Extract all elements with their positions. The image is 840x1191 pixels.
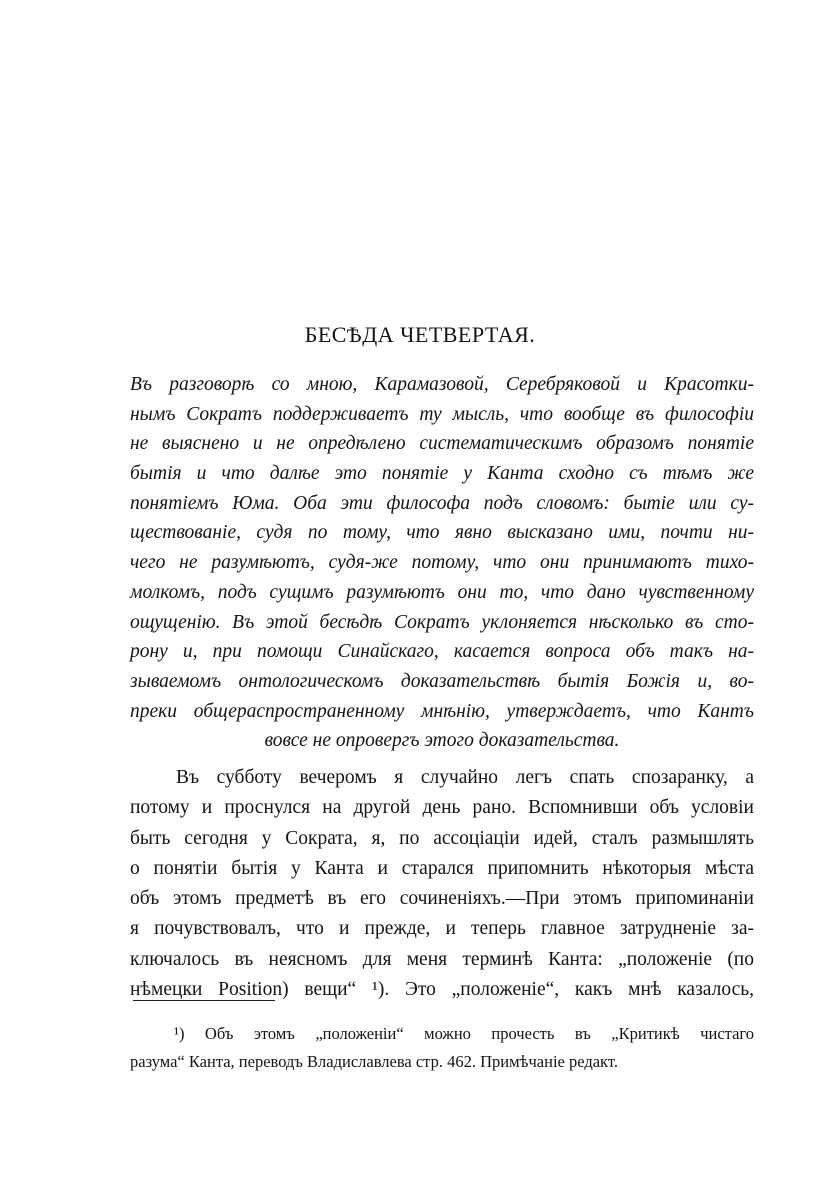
summary-line: нымъ Сократъ поддерживаетъ ту мысль, что вообще въ философіи [130,403,754,425]
footnote-line: разума“ Канта, переводъ Владиславлева стр. 462. Примѣчаніе редакт. [130,1052,618,1071]
summary-line: зываемомъ онтологическомъ доказательствѣ бытія Божія и, во- [130,670,754,692]
summary-line: бытія и что далѣе это понятіе у Канта сходно съ тѣмъ же [130,463,754,485]
summary-line: ощущенію. Въ этой бесѣдѣ Сократъ уклоняется нѣсколько въ сто- [130,611,754,633]
summary-line: ществованіе, судя по тому, что явно высказано ими, почти ни- [130,522,754,544]
summary-line: преки общераспространенному мнѣнію, утверждаетъ, что Кантъ [130,700,754,722]
summary-line: рону и, при помощи Синайскаго, касается вопроса объ такъ на- [130,641,754,663]
body-paragraph [130,763,754,1005]
body-line: Въ субботу вечеромъ я случайно легъ спать спозаранку, а [176,767,754,788]
body-line: я почувствовалъ, что и прежде, и теперь главное затрудненіе за- [130,918,754,940]
body-line: о понятіи бытія у Канта и старался припомнить нѣкоторыя мѣста [130,857,754,879]
summary-line: понятіемъ Юма. Оба эти философа подъ словомъ: бытіе или су- [130,492,754,514]
body-line: нѣмецки Position) вещи“ ¹). Это „положеніе“, какъ мнѣ казалось, [130,979,754,1001]
body-line: быть сегодня у Сократа, я, по ассоціаціи идей, сталъ размышлять [130,827,754,849]
body-line: потому и проснулся на другой день рано. Вспомнивши объ условіи [130,797,754,819]
footnote-line: ¹) Объ этомъ „положеніи“ можно прочесть въ „Критикѣ чистаго [174,1024,754,1043]
summary-line: Въ разговорѣ со мною, Карамазовой, Серебряковой и Красотки- [130,374,754,395]
chapter-summary [130,370,754,756]
body-line: ключалось въ неясномъ для меня терминѣ Канта: „положеніе (по [130,948,754,970]
summary-line: вовсе не опровергъ этого доказательства. [264,730,620,752]
summary-line: чего не разумѣютъ, судя-же потому, что они принимаютъ тихо- [130,552,754,574]
summary-line: не выяснено и не опредѣлено систематическимъ образомъ понятіе [130,433,754,455]
summary-line: молкомъ, подъ сущимъ разумѣютъ они то, что дано чувственному [130,581,754,603]
body-line: объ этомъ предметѣ въ его сочиненіяхъ.—При этомъ припоминаніи [130,888,754,910]
chapter-title: БЕСѢДА ЧЕТВЕРТАЯ. [304,322,536,347]
footnote [130,1020,754,1076]
footnote-divider [133,1000,275,1001]
